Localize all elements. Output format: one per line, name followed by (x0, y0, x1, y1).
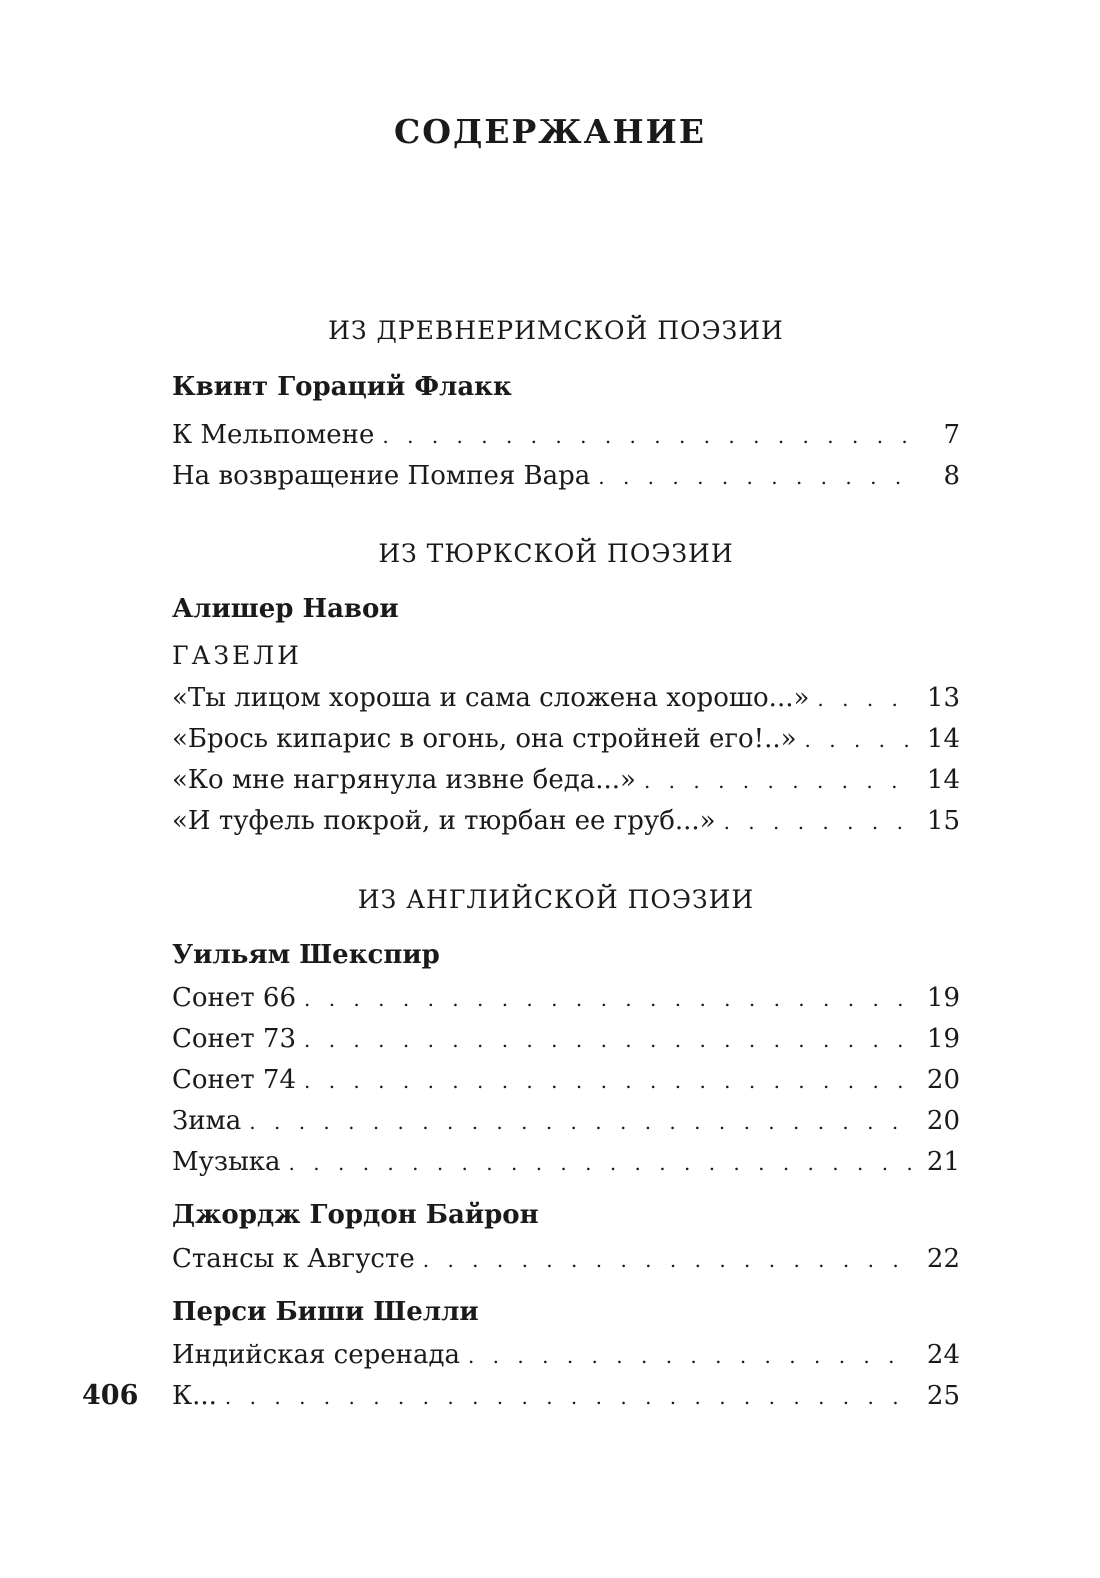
entry-page: 19 (926, 1024, 960, 1054)
entry-page: 14 (926, 765, 960, 795)
entry-page: 8 (943, 461, 960, 491)
entry-page: 25 (926, 1381, 960, 1411)
entry-page: 22 (926, 1244, 960, 1274)
author-name: Уильям Шекспир (172, 940, 440, 970)
entry-page: 7 (943, 420, 960, 450)
section-title: ИЗ АНГЛИЙСКОЙ ПОЭЗИИ (357, 885, 755, 914)
dot-leader (225, 1380, 914, 1414)
dot-leader (468, 1339, 914, 1373)
toc-entry[interactable] (172, 981, 960, 1016)
toc-entry[interactable] (172, 681, 960, 716)
author-name: Перси Биши Шелли (172, 1297, 479, 1327)
dot-leader (724, 805, 914, 839)
toc-entry[interactable] (172, 1338, 960, 1373)
entry-title: Стансы к Августе (172, 1244, 415, 1274)
dot-leader (304, 1023, 914, 1057)
entry-title: «Брось кипарис в огонь, она стройней его!..» (172, 724, 797, 754)
entry-title: Музыка (172, 1147, 281, 1177)
dot-leader (805, 723, 914, 757)
entry-title: К... (172, 1381, 217, 1411)
toc-entry[interactable] (172, 722, 960, 757)
author-name: Алишер Навои (172, 594, 399, 624)
entry-title: «Ты лицом хороша и сама сложена хорошо...» (172, 683, 810, 713)
entry-page: 19 (926, 983, 960, 1013)
dot-leader (304, 982, 914, 1016)
dot-leader (598, 460, 914, 494)
page-number: 406 (82, 1380, 139, 1411)
entry-page: 21 (926, 1147, 960, 1177)
entry-title: К Мельпомене (172, 420, 375, 450)
entry-title: «Ко мне нагрянула извне беда...» (172, 765, 636, 795)
entry-page: 13 (926, 683, 960, 713)
author-name: Квинт Гораций Флакк (172, 372, 512, 402)
entry-title: Сонет 66 (172, 983, 296, 1013)
entry-page: 14 (926, 724, 960, 754)
entry-title: «И туфель покрой, и тюрбан ее груб...» (172, 806, 716, 836)
entry-title: На возвращение Помпея Вара (172, 461, 591, 491)
entry-page: 24 (926, 1340, 960, 1370)
dot-leader (249, 1105, 914, 1139)
entry-title: Сонет 74 (172, 1065, 296, 1095)
toc-entry[interactable] (172, 1063, 960, 1098)
dot-leader (817, 682, 914, 716)
dot-leader (382, 419, 914, 453)
entry-title: Сонет 73 (172, 1024, 296, 1054)
entry-page: 15 (926, 806, 960, 836)
section-title: ИЗ ТЮРКСКОЙ ПОЭЗИИ (378, 539, 734, 568)
toc-entry[interactable] (172, 804, 960, 839)
toc-entry[interactable] (172, 763, 960, 798)
dot-leader (304, 1064, 914, 1098)
toc-entry[interactable] (172, 1145, 960, 1180)
dot-leader (289, 1146, 914, 1180)
entry-title: Зима (172, 1106, 242, 1136)
toc-entry[interactable] (172, 1379, 960, 1414)
section-title: ИЗ ДРЕВНЕРИМСКОЙ ПОЭЗИИ (328, 316, 784, 345)
dot-leader (644, 764, 914, 798)
toc-entry[interactable] (172, 1104, 960, 1139)
table-of-contents (172, 0, 960, 1578)
toc-entry[interactable] (172, 1242, 960, 1277)
dot-leader (423, 1243, 914, 1277)
toc-entry[interactable] (172, 1022, 960, 1057)
subsection-heading: ГАЗЕЛИ (172, 641, 302, 670)
entry-page: 20 (926, 1106, 960, 1136)
page-title: СОДЕРЖАНИЕ (393, 112, 706, 151)
entry-title: Индийская серенада (172, 1340, 460, 1370)
toc-entry[interactable] (172, 418, 960, 453)
author-name: Джордж Гордон Байрон (172, 1200, 539, 1230)
entry-page: 20 (926, 1065, 960, 1095)
toc-entry[interactable] (172, 459, 960, 494)
